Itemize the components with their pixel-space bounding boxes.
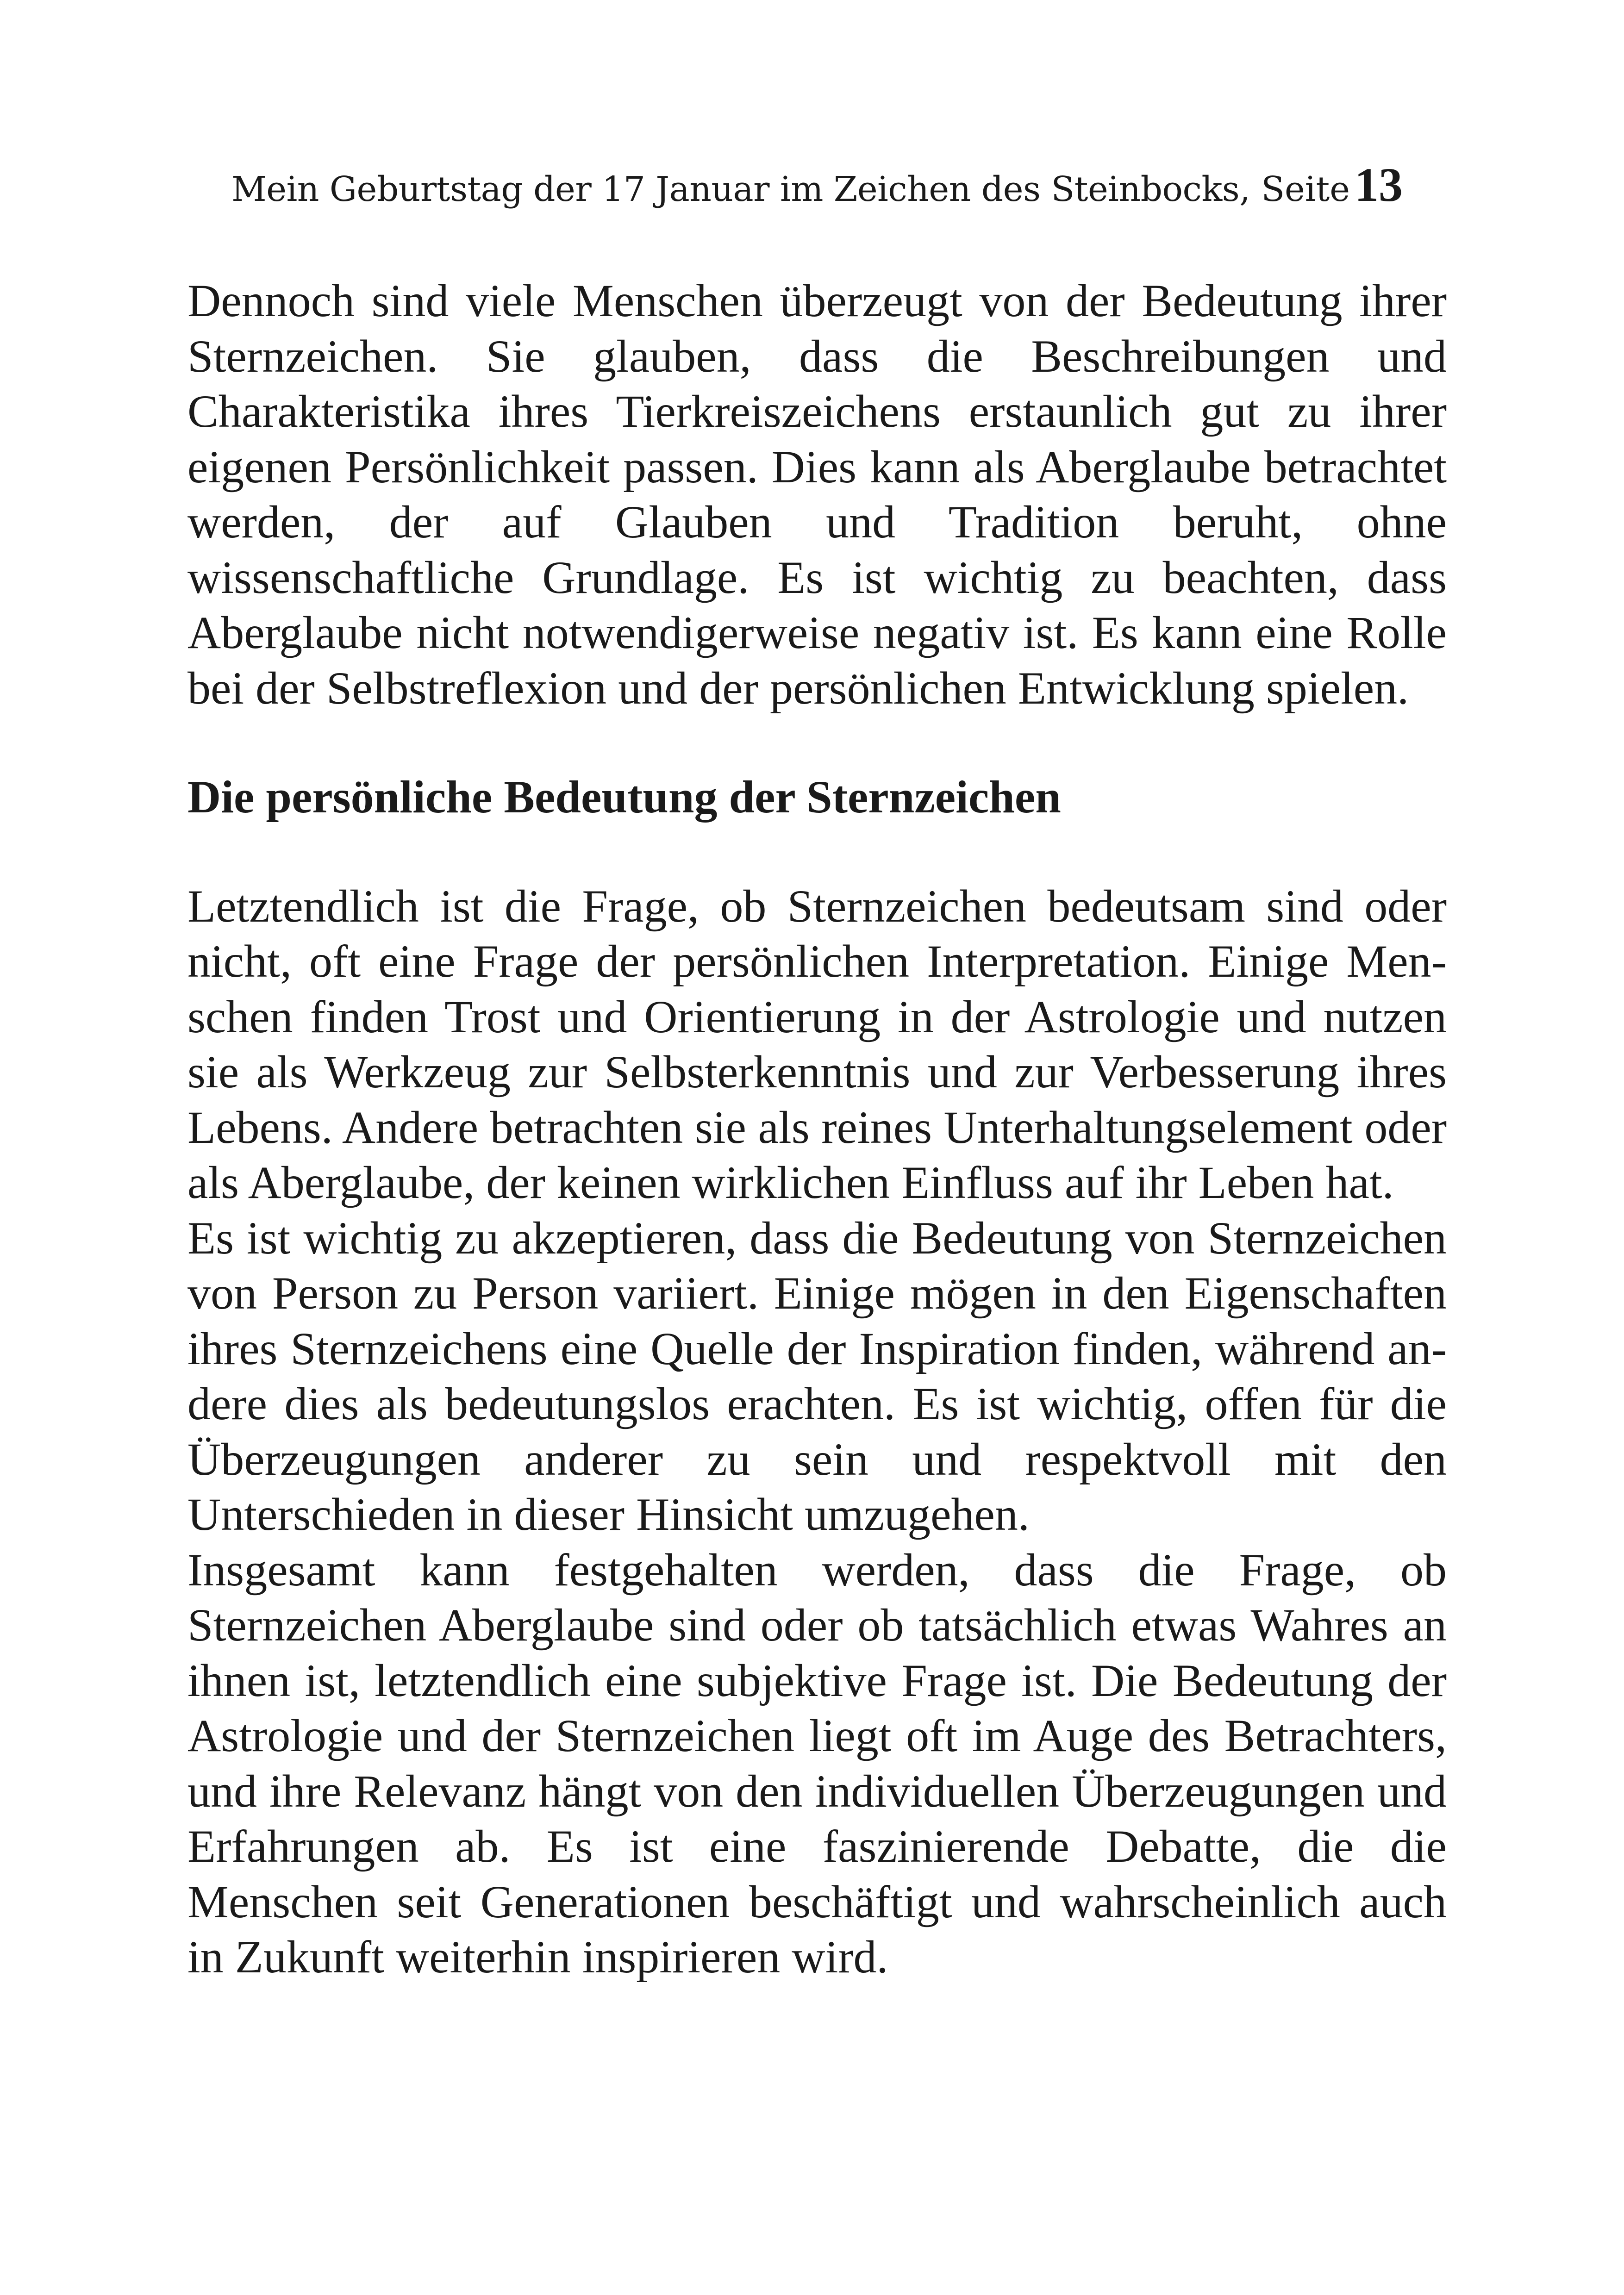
page-label: Seite [1261, 169, 1350, 209]
page-number: 13 [1355, 158, 1403, 212]
running-title: Mein Geburtstag der 17 Januar im Zeichen des Steinbocks, [231, 169, 1250, 209]
paragraph-acceptance: Es ist wichtig zu akzeptieren, dass die Bedeutung von Sternzeichen von Person zu Person variiert. Einige mögen in den Eigenschaften ihres Sternzeichens eine Quelle der Inspiration finden, während andere dies als bedeutungslos erachten. Es ist wichtig, offen für die Überzeugungen anderer zu sein und respektvoll mit den Unterschieden in dieser Hinsicht umzugehen. [187, 1212, 1447, 1540]
section-heading: Die persönliche Bedeutung der Sternzeichen [187, 771, 1061, 823]
paragraph-conclusion: Insgesamt kann festgehalten werden, dass die Frage, ob Sternzeichen Aberglaube sind oder ob tatsächlich etwas Wahres an ihnen ist, letztendlich eine subjektive Frage ist. Die Bedeutung der Astrologie und der Sternzeichen liegt oft im Auge des Betrachters, und ihre Relevanz hängt von den individuellen Überzeugungen und Erfahrungen ab. Es ist eine faszinierende Debatte, die die Menschen seit Generationen beschäftigt und wahrscheinlich auch in Zukunft weiterhin inspirieren wird. [187, 1544, 1447, 1983]
paragraph-intro: Dennoch sind viele Menschen überzeugt von der Bedeutung ihrer Sternzeichen. Sie glauben, dass die Beschreibungen und Charakteristika ihres Tierkreiszeichens erstaunlich gut zu ihrer eigenen Persönlichkeit passen. Dies kann als Aberglaube betrachtet werden, der auf Glauben und Tradition beruht, ohne wissenschaftliche Grundlage. Es ist wichtig zu beachten, dass Aberglaube nicht notwendigerweise negativ ist. Es kann eine Rolle bei der Selbstreflexion und der persönlichen Entwicklung spielen. [187, 275, 1447, 714]
running-header [231, 157, 1403, 222]
paragraph-interpretation: Letztendlich ist die Frage, ob Sternzeichen bedeutsam sind oder nicht, oft eine Frage der persönlichen Interpretation. Einige Menschen finden Trost und Orientierung in der Astrologie und nutzen sie als Werkzeug zur Selbsterkenntnis und zur Verbesserung ihres Lebens. Andere betrachten sie als reines Unterhaltungselement oder als Aberglaube, der keinen wirklichen Einfluss auf ihr Leben hat. [187, 880, 1447, 1208]
body-text [187, 273, 1447, 1985]
page-reference [1261, 157, 1403, 212]
